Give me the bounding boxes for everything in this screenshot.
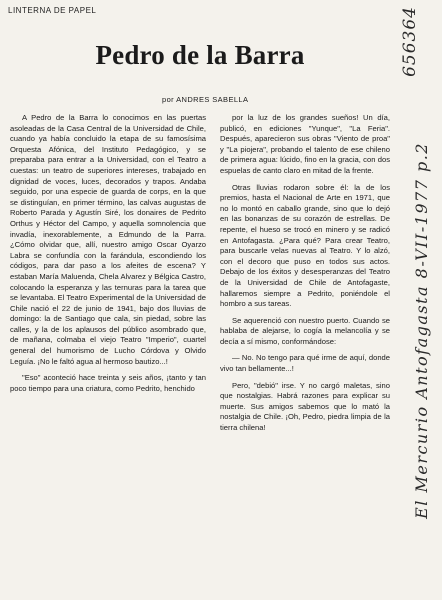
paragraph: — No. No tengo para qué irme de aquí, donde vivo tan bellamente...! — [220, 353, 390, 374]
section-label: LINTERNA DE PAPEL — [8, 6, 97, 15]
article-column-right — [220, 113, 390, 592]
paragraph: Pero, "debió" irse. Y no cargó maletas, sino que nostalgias. Habrá razones para explicar su muerte. Sus amigos sabemos que lo mató la nostalgia de Chile. ¡Oh, Pedro, piedra limpia de la tierra chilena! — [220, 380, 390, 433]
article-column-left — [10, 113, 206, 592]
handwritten-annotation — [398, 2, 442, 598]
handwritten-reference-number: 656364 — [400, 6, 420, 77]
paragraph: "Eso" aconteció hace treinta y seis años, ¡tanto y tan poco tiempo para una criatura, como Pedrito, henchido — [10, 373, 206, 393]
article-title: Pedro de la Barra — [95, 40, 305, 70]
paragraph: Otras lluvias rodaron sobre él: la de los premios, hasta el Nacional de Arte en 1971, que no lo montó en caballo grande, sino que lo dejó en las bonanzas de su corazón de estrellas. De repente, el hueso se trocó en minero y se radicó en Antofagasta. ¿Para qué? Para crear Teatro, para buscarle velas nuevas al Teatro. Y lo alzó, con el decoro que puso en todos sus actos. Debajo de los éxitos y desesperanzas del Teatro de la Universidad de Chile de Antofagaste, hallaremos siempre a Pedrito, poniéndole el hombro a sus tareas. — [220, 182, 390, 309]
paragraph: A Pedro de la Barra lo conocimos en las puertas asoleadas de la Casa Central de la Universidad de Chile, cuando ya había concluido la etapa de su famosísima Orquesta Afónica, del Instituto Pedagógico, y se preparaba para entrar a la Universidad, con el Teatro a cuestas: un teatro de superiores intereses, trabajado en dignidad de voces, luces, decorados y trapos. Andaba seguido, por una especie de guarda de corps, en la que se distinguían, en primer término, las calvas augustas de Roberto Parada y Agustín Siré, los donaires de Pedrito Orthus y Héctor del Campo, y aquella somnolencia que invadía, inexorablemente, a Edmundo de la Parra. ¿Cómo olvidar que, allí, nuestro amigo Oscar Oyarzo Labra se confundía con la farándula, escondiendo los códigos, para dar paso a los afeites de escena? Y estaban María Maluenda, Chela Alvarez y Bélgica Castro, colocando la esperanza y las ternuras para la tarea que se levantaba. El Teatro Experimental de la Universidad de Chile nació el 22 de junio de 1941, bajo dos lluvias de domingo: la de Santiago que cala, sin piedad, sobre las calles, y la de los aplausos del público asombrado que, de mañana, colmaba el viejo Teatro "Imperio", cuartel general del humorismo de Lucho Córdova y Olvido Leguía. ¡No le faltó agua al hermoso bautizo...! — [10, 113, 206, 366]
paragraph: Se aquerenció con nuestro puerto. Cuando se hablaba de alejarse, lo cogía la melancolía y se decía a sí mismo, conformándose: — [220, 315, 390, 346]
handwritten-source-note: El Mercurio Antofagasta 8-VII-1977 p.2 — [412, 142, 431, 519]
paragraph: por la luz de los grandes sueños! Un día, publicó, en ediciones "Yunque", "La Feria". Después, aparecieron sus obras "Viento de proa" y "La piojera", probando el talento de ese chileno de primera agua: lúcido, fino en la gracia, con dos espuelas de canto claro en mitad de la frente. — [220, 113, 390, 175]
article-byline: por ANDRES SABELLA — [162, 95, 249, 104]
